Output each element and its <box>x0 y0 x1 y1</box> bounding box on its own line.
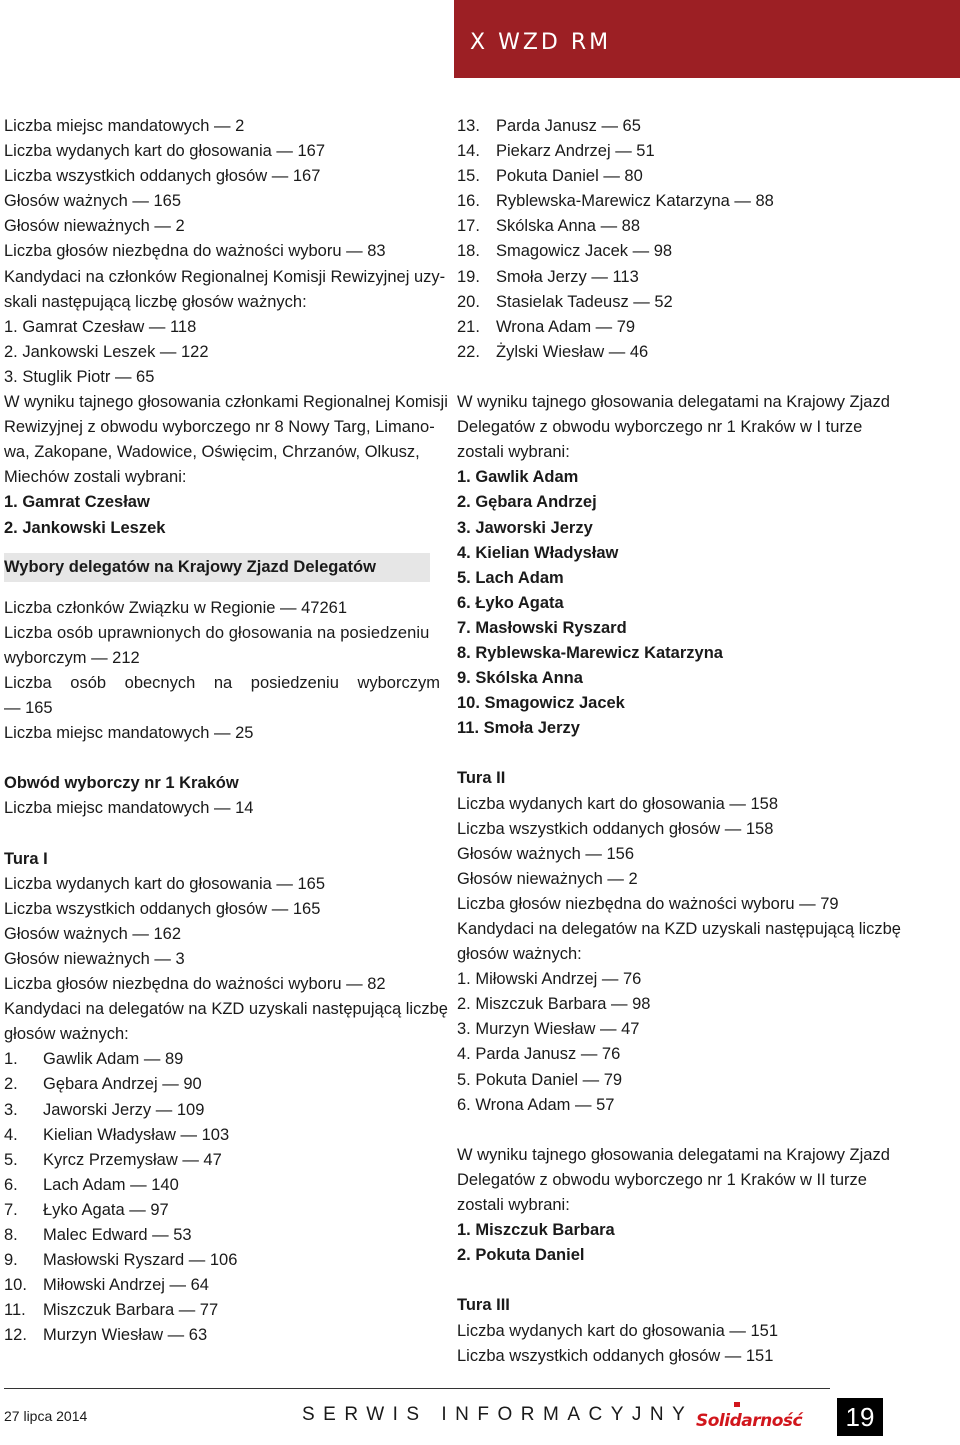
stat-line: Głosów ważnych — 162 <box>4 924 181 943</box>
header-band <box>454 0 960 78</box>
result-paragraph-t1 <box>457 390 890 465</box>
list-item: 2. Gębara Andrzej — 90 <box>4 1075 202 1094</box>
stat-line: — 165 <box>4 699 53 718</box>
list-item: 4. Parda Janusz — 76 <box>457 1045 621 1064</box>
paragraph-line: Delegatów z obwodu wyborczego nr 1 Kraków w II turze <box>457 1170 867 1189</box>
paragraph-line: zostali wybrani: <box>457 443 570 462</box>
list-item: 9. Masłowski Ryszard — 106 <box>4 1251 238 1270</box>
stat-line: Liczba osób obecnych na posiedzeniu wyborczym <box>4 673 440 692</box>
list-item: 2. Jankowski Leszek — 122 <box>4 342 209 361</box>
stat-line: Liczba wszystkich oddanych głosów — 158 <box>457 819 774 838</box>
list-item: 1. Miszczuk Barbara <box>457 1221 615 1240</box>
intro-line: Kandydaci na członków Regionalnej Komisji Rewizyjnej uzy- <box>4 267 446 286</box>
stat-line: Liczba wszystkich oddanych głosów — 167 <box>4 167 321 186</box>
result-paragraph-t2 <box>457 1143 890 1218</box>
list-item: 14. Piekarz Andrzej — 51 <box>457 142 655 161</box>
publication-name: SERWIS INFORMACYJNY <box>302 1404 694 1425</box>
elected-list-t2 <box>457 1218 883 1268</box>
tura1-stats <box>4 872 430 997</box>
list-item: 1. Miłowski Andrzej — 76 <box>457 970 642 989</box>
list-item: 22. Żylski Wiesław — 46 <box>457 342 649 361</box>
tura1-candidates <box>4 1047 430 1348</box>
section-heading: Wybory delegatów na Krajowy Zjazd Delegatów <box>4 553 430 582</box>
list-item: 2. Jankowski Leszek <box>4 518 166 537</box>
solidarnosc-logo <box>694 1402 806 1432</box>
tura-heading: Tura II <box>457 769 506 788</box>
stat-line: Głosów nieważnych — 2 <box>457 869 638 888</box>
stat-line: Liczba głosów niezbędna do ważności wyboru — 82 <box>4 975 386 994</box>
list-item: 2. Pokuta Daniel <box>457 1246 585 1265</box>
list-item: 3. Murzyn Wiesław — 47 <box>457 1020 640 1039</box>
elected-list-t1 <box>457 465 883 741</box>
stat-line: Liczba wszystkich oddanych głosów — 165 <box>4 899 321 918</box>
list-item: 20. Stasielak Tadeusz — 52 <box>457 292 673 311</box>
stat-line: Liczba wydanych kart do głosowania — 151 <box>457 1321 779 1340</box>
list-item: 7. Masłowski Ryszard <box>457 618 627 637</box>
list-item: 17. Skólska Anna — 88 <box>457 217 641 236</box>
paragraph-line: Miechów zostali wybrani: <box>4 468 187 487</box>
stat-line: Głosów nieważnych — 3 <box>4 950 185 968</box>
left-column <box>4 114 448 1349</box>
paragraph-line: W wyniku tajnego głosowania delegatami na Krajowy Zjazd <box>457 1145 890 1164</box>
tura-heading: Tura III <box>457 1296 510 1315</box>
list-item: 12. Murzyn Wiesław — 63 <box>4 1326 208 1345</box>
list-item: 8. Ryblewska-Marewicz Katarzyna <box>457 643 723 662</box>
list-item: 5. Pokuta Daniel — 79 <box>457 1070 623 1089</box>
list-item: 3. Stuglik Piotr — 65 <box>4 367 155 386</box>
tura3-stats <box>457 1319 883 1369</box>
list-item: 11. Smoła Jerzy <box>457 719 580 738</box>
list-item: 1. Gamrat Czesław <box>4 493 150 512</box>
list-item: 3. Jaworski Jerzy — 109 <box>4 1100 205 1119</box>
list-item: 21. Wrona Adam — 79 <box>457 317 636 336</box>
list-item: 19. Smoła Jerzy — 113 <box>457 267 639 286</box>
stat-line: Liczba głosów niezbędna do ważności wyboru — 79 <box>457 894 839 913</box>
tura2-candidates <box>457 967 883 1118</box>
list-item: 10. Miłowski Andrzej — 64 <box>4 1276 209 1295</box>
footer <box>0 1388 960 1445</box>
stats-block-1 <box>4 114 430 265</box>
stat-line: Liczba członków Związku w Regionie — 47261 <box>4 598 348 617</box>
stat-line: Głosów nieważnych — 2 <box>4 217 185 236</box>
list-item: 6. Lach Adam — 140 <box>4 1175 179 1194</box>
page-number: 19 <box>837 1398 883 1436</box>
intro-line: głosów ważnych: <box>457 945 582 964</box>
tura2-stats <box>457 792 883 917</box>
stat-line: Liczba głosów niezbędna do ważności wyboru — 83 <box>4 242 386 261</box>
stats-block-2 <box>4 596 440 747</box>
right-column <box>457 114 901 1369</box>
result-paragraph-1 <box>4 390 448 490</box>
list-item: 6. Wrona Adam — 57 <box>457 1095 615 1114</box>
paragraph-line: Delegatów z obwodu wyborczego nr 1 Kraków w I turze <box>457 418 863 437</box>
list-item: 13. Parda Janusz — 65 <box>457 117 641 135</box>
list-item: 5. Kyrcz Przemysław — 47 <box>4 1150 222 1169</box>
list-item: 10. Smagowicz Jacek <box>457 694 625 713</box>
list-item: 3. Jaworski Jerzy <box>457 518 593 537</box>
intro-line: Kandydaci na delegatów na KZD uzyskali następującą liczbę <box>4 1000 448 1019</box>
footer-divider <box>4 1388 830 1389</box>
paragraph-line: Rewizyjnej z obwodu wyborczego nr 8 Nowy Targ, Limano- <box>4 418 435 437</box>
list-item: 1. Gawlik Adam — 89 <box>4 1050 184 1069</box>
footer-date: 27 lipca 2014 <box>4 1408 88 1424</box>
stat-line: Liczba miejsc mandatowych — 25 <box>4 724 254 743</box>
list-item: 2. Miszczuk Barbara — 98 <box>457 995 651 1014</box>
list-item: 7. Łyko Agata — 97 <box>4 1200 169 1219</box>
list-item: 2. Gębara Andrzej <box>457 493 597 512</box>
stat-line: wyborczym — 212 <box>4 648 140 667</box>
paragraph-line: zostali wybrani: <box>457 1196 570 1215</box>
intro-line: Kandydaci na delegatów na KZD uzyskali następującą liczbę <box>457 920 901 938</box>
header-title: X WZD RM <box>470 30 612 55</box>
list-item: 5. Lach Adam <box>457 568 564 587</box>
svg-text:Solidarność: Solidarność <box>696 1411 803 1431</box>
intro-line: głosów ważnych: <box>4 1025 129 1044</box>
stat-line: Liczba wydanych kart do głosowania — 165 <box>4 874 326 893</box>
list-item: 16. Ryblewska-Marewicz Katarzyna — 88 <box>457 192 774 211</box>
paragraph-line: wa, Zakopane, Wadowice, Oświęcim, Chrzanów, Olkusz, <box>4 443 420 462</box>
tura1-candidates-cont <box>457 114 883 365</box>
paragraph-line: W wyniku tajnego głosowania członkami Regionalnej Komisji <box>4 393 448 412</box>
list-item: 4. Kielian Władysław <box>457 543 619 562</box>
list-item: 9. Skólska Anna <box>457 669 583 688</box>
list-item: 15. Pokuta Daniel — 80 <box>457 167 643 186</box>
list-item: 8. Malec Edward — 53 <box>4 1226 192 1245</box>
elected-list-1 <box>4 490 430 540</box>
list-item: 11. Miszczuk Barbara — 77 <box>4 1301 219 1320</box>
list-item: 1. Gawlik Adam <box>457 468 579 487</box>
list-item: 4. Kielian Władysław — 103 <box>4 1125 230 1144</box>
stat-line: Liczba wszystkich oddanych głosów — 151 <box>457 1346 774 1365</box>
intro-line: skali następującą liczbę głosów ważnych: <box>4 292 307 311</box>
tura-heading: Tura I <box>4 849 48 868</box>
stat-line: Głosów ważnych — 156 <box>457 844 634 863</box>
list-item: 18. Smagowicz Jacek — 98 <box>457 242 673 261</box>
list-item: 6. Łyko Agata <box>457 593 564 612</box>
stat-line: Liczba wydanych kart do głosowania — 167 <box>4 142 326 161</box>
stat-line: Głosów ważnych — 165 <box>4 192 181 211</box>
district-seats: Liczba miejsc mandatowych — 14 <box>4 799 254 818</box>
stat-line: Liczba miejsc mandatowych — 2 <box>4 117 245 135</box>
list-item: 1. Gamrat Czesław — 118 <box>4 317 197 336</box>
paragraph-line: W wyniku tajnego głosowania delegatami na Krajowy Zjazd <box>457 393 890 412</box>
candidates-list-1 <box>4 315 430 390</box>
stat-line: Liczba osób uprawnionych do głosowania na posiedzeniu <box>4 623 430 642</box>
district-heading: Obwód wyborczy nr 1 Kraków <box>4 774 239 793</box>
stat-line: Liczba wydanych kart do głosowania — 158 <box>457 794 779 813</box>
